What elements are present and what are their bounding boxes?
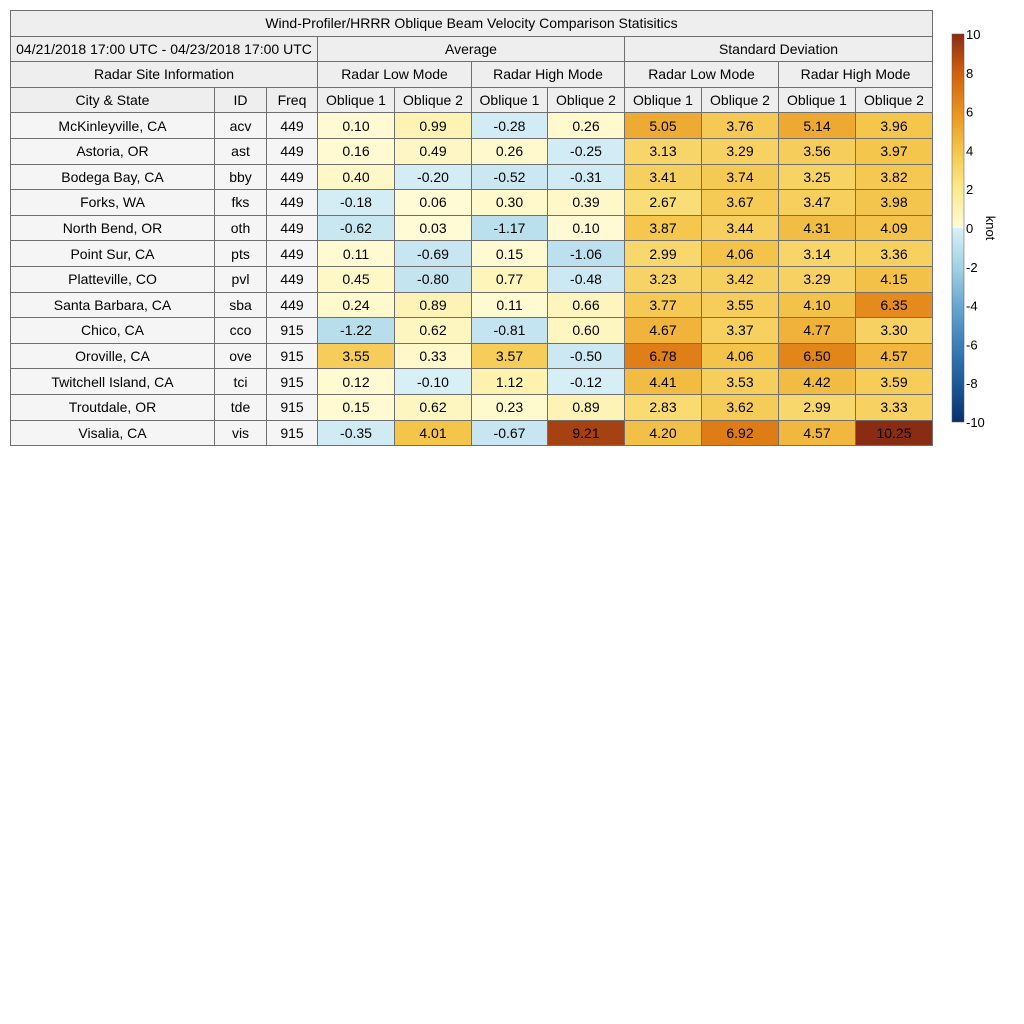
value-cell: 1.12 [472,369,548,395]
column-header: Oblique 2 [548,87,625,113]
value-cell: 3.47 [779,190,856,216]
value-cell: 3.67 [702,190,779,216]
value-cell: 0.33 [395,343,472,369]
value-cell: 3.59 [856,369,933,395]
value-cell: 3.30 [856,318,933,344]
value-cell: 3.57 [472,343,548,369]
freq-cell: 449 [267,164,318,190]
freq-cell: 915 [267,394,318,420]
value-cell: 6.92 [702,420,779,446]
id-cell: pts [215,241,267,267]
avg-high-mode-header: Radar High Mode [472,62,625,88]
table-row [11,215,933,241]
value-cell: 3.87 [625,215,702,241]
value-cell: 3.53 [702,369,779,395]
value-cell: 9.21 [548,420,625,446]
value-cell: 6.50 [779,343,856,369]
value-cell: 0.06 [395,190,472,216]
std-high-mode-header: Radar High Mode [779,62,933,88]
value-cell: -1.22 [318,318,395,344]
value-cell: 4.57 [779,420,856,446]
value-cell: 0.15 [318,394,395,420]
freq-cell: 915 [267,318,318,344]
value-cell: 6.35 [856,292,933,318]
value-cell: 0.49 [395,138,472,164]
value-cell: -0.80 [395,266,472,292]
value-cell: 4.09 [856,215,933,241]
value-cell: 0.10 [318,113,395,139]
std-dev-header: Standard Deviation [625,36,933,62]
value-cell: 4.15 [856,266,933,292]
table-row [11,113,933,139]
city-cell: Point Sur, CA [11,241,215,267]
value-cell: -1.17 [472,215,548,241]
value-cell: 3.23 [625,266,702,292]
table-row [11,190,933,216]
value-cell: 0.11 [472,292,548,318]
city-cell: Chico, CA [11,318,215,344]
value-cell: 2.67 [625,190,702,216]
value-cell: -0.25 [548,138,625,164]
value-cell: 3.55 [318,343,395,369]
value-cell: -0.81 [472,318,548,344]
city-cell: McKinleyville, CA [11,113,215,139]
value-cell: 0.30 [472,190,548,216]
value-cell: 4.77 [779,318,856,344]
value-cell: 6.78 [625,343,702,369]
value-cell: 2.83 [625,394,702,420]
value-cell: 4.57 [856,343,933,369]
value-cell: 0.26 [472,138,548,164]
value-cell: -1.06 [548,241,625,267]
id-cell: pvl [215,266,267,292]
city-cell: Visalia, CA [11,420,215,446]
value-cell: 3.62 [702,394,779,420]
freq-cell: 449 [267,292,318,318]
city-cell: Santa Barbara, CA [11,292,215,318]
value-cell: 0.89 [548,394,625,420]
value-cell: 4.20 [625,420,702,446]
colorbar-tick-label: -8 [966,376,978,392]
value-cell: 4.41 [625,369,702,395]
value-cell: 10.25 [856,420,933,446]
value-cell: 0.77 [472,266,548,292]
id-cell: oth [215,215,267,241]
column-header: Oblique 1 [318,87,395,113]
colorbar-tick-label: 4 [966,143,974,159]
value-cell: 3.42 [702,266,779,292]
value-cell: 0.11 [318,241,395,267]
value-cell: 0.62 [395,394,472,420]
table-row [11,138,933,164]
value-cell: 3.41 [625,164,702,190]
freq-cell: 449 [267,190,318,216]
value-cell: 0.24 [318,292,395,318]
site-info-header: Radar Site Information [11,62,318,88]
colorbar-gradient [952,34,964,422]
colorbar-tick-label: 6 [966,104,974,120]
id-cell: bby [215,164,267,190]
value-cell: 4.06 [702,343,779,369]
value-cell: 3.82 [856,164,933,190]
table-row [11,164,933,190]
value-cell: -0.20 [395,164,472,190]
value-cell: 3.74 [702,164,779,190]
value-cell: 0.26 [548,113,625,139]
freq-cell: 915 [267,420,318,446]
city-cell: Oroville, CA [11,343,215,369]
std-low-mode-header: Radar Low Mode [625,62,779,88]
colorbar-tick-label: 10 [966,27,981,42]
city-cell: Forks, WA [11,190,215,216]
id-cell: ast [215,138,267,164]
value-cell: -0.10 [395,369,472,395]
column-header: Oblique 1 [625,87,702,113]
colorbar-label: knot [983,215,998,241]
value-cell: 2.99 [779,394,856,420]
value-cell: 0.12 [318,369,395,395]
value-cell: 3.56 [779,138,856,164]
value-cell: 0.40 [318,164,395,190]
value-cell: -0.69 [395,241,472,267]
value-cell: -0.31 [548,164,625,190]
value-cell: 3.29 [779,266,856,292]
date-range: 04/21/2018 17:00 UTC - 04/23/2018 17:00 UTC [11,36,318,62]
freq-cell: 449 [267,113,318,139]
city-cell: Platteville, CO [11,266,215,292]
id-cell: sba [215,292,267,318]
value-cell: -0.48 [548,266,625,292]
value-cell: 3.98 [856,190,933,216]
value-cell: 3.14 [779,241,856,267]
column-header: Oblique 2 [395,87,472,113]
freq-cell: 449 [267,215,318,241]
value-cell: 0.23 [472,394,548,420]
freq-cell: 449 [267,138,318,164]
colorbar-tick-label: 0 [966,221,974,236]
table-row [11,318,933,344]
value-cell: 3.25 [779,164,856,190]
value-cell: 4.01 [395,420,472,446]
freq-cell: 449 [267,266,318,292]
value-cell: 0.99 [395,113,472,139]
city-cell: Twitchell Island, CA [11,369,215,395]
value-cell: 5.05 [625,113,702,139]
value-cell: 3.97 [856,138,933,164]
value-cell: -0.28 [472,113,548,139]
value-cell: -0.12 [548,369,625,395]
value-cell: 3.44 [702,215,779,241]
value-cell: 3.33 [856,394,933,420]
id-cell: fks [215,190,267,216]
value-cell: -0.18 [318,190,395,216]
colorbar-tick-label: 2 [966,182,974,198]
city-cell: Bodega Bay, CA [11,164,215,190]
value-cell: 4.10 [779,292,856,318]
stats-table [10,10,933,446]
city-cell: Troutdale, OR [11,394,215,420]
colorbar-tick-label: -2 [966,259,978,275]
colorbar-tick-label: -10 [966,415,985,430]
value-cell: -0.35 [318,420,395,446]
value-cell: 5.14 [779,113,856,139]
id-cell: cco [215,318,267,344]
id-cell: tde [215,394,267,420]
value-cell: 3.77 [625,292,702,318]
id-cell: vis [215,420,267,446]
table-title: Wind-Profiler/HRRR Oblique Beam Velocity Comparison Statisitics [11,11,933,37]
value-cell: 2.99 [625,241,702,267]
value-cell: -0.62 [318,215,395,241]
value-cell: 4.42 [779,369,856,395]
freq-cell: 915 [267,343,318,369]
value-cell: 3.76 [702,113,779,139]
city-cell: North Bend, OR [11,215,215,241]
colorbar-tick-label: -6 [966,337,978,353]
id-cell: ove [215,343,267,369]
value-cell: 4.06 [702,241,779,267]
value-cell: 3.29 [702,138,779,164]
column-header: Oblique 1 [779,87,856,113]
column-header: Oblique 2 [856,87,933,113]
column-header: ID [215,87,267,113]
freq-cell: 449 [267,241,318,267]
column-header: Freq [267,87,318,113]
table-row [11,266,933,292]
value-cell: 4.67 [625,318,702,344]
column-header: Oblique 2 [702,87,779,113]
avg-low-mode-header: Radar Low Mode [318,62,472,88]
value-cell: 0.62 [395,318,472,344]
table-row [11,420,933,446]
table-row [11,241,933,267]
table-row [11,369,933,395]
value-cell: -0.52 [472,164,548,190]
column-header: Oblique 1 [472,87,548,113]
city-cell: Astoria, OR [11,138,215,164]
column-header: City & State [11,87,215,113]
value-cell: 0.16 [318,138,395,164]
value-cell: 0.15 [472,241,548,267]
value-cell: 3.55 [702,292,779,318]
id-cell: acv [215,113,267,139]
value-cell: 0.03 [395,215,472,241]
colorbar-tick-label: -4 [966,298,978,314]
value-cell: 0.89 [395,292,472,318]
value-cell: 0.66 [548,292,625,318]
colorbar-tick-label: 8 [966,65,974,81]
value-cell: 0.39 [548,190,625,216]
value-cell: 3.37 [702,318,779,344]
table-row [11,292,933,318]
value-cell: 3.96 [856,113,933,139]
value-cell: -0.50 [548,343,625,369]
table-row [11,343,933,369]
value-cell: 3.36 [856,241,933,267]
value-cell: 0.60 [548,318,625,344]
id-cell: tci [215,369,267,395]
average-header: Average [318,36,625,62]
freq-cell: 915 [267,369,318,395]
value-cell: 3.13 [625,138,702,164]
value-cell: 0.45 [318,266,395,292]
value-cell: -0.67 [472,420,548,446]
value-cell: 4.31 [779,215,856,241]
value-cell: 0.10 [548,215,625,241]
table-row [11,394,933,420]
colorbar [948,26,1018,436]
